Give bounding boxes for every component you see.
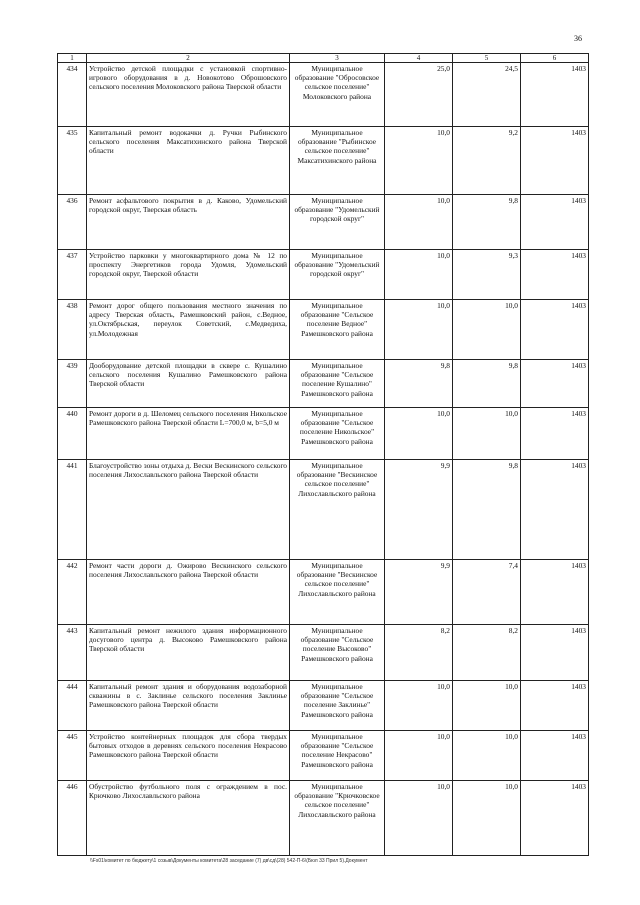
value-col4-cell: 10,0 — [385, 781, 453, 856]
municipality-cell: Муниципальное образование "Обросовское сельское поселение" Молоковского района — [290, 63, 385, 127]
table-row — [58, 781, 589, 856]
code-col6-cell: 1403 — [521, 127, 589, 195]
municipality-cell: Муниципальное образование "Вескинское сельское поселение" Лихославльского района — [290, 460, 385, 560]
table-row — [58, 460, 589, 560]
value-col4-cell: 10,0 — [385, 408, 453, 460]
value-col5-cell: 10,0 — [453, 681, 521, 731]
municipality-cell: Муниципальное образование "Вескинское сельское поселение" Лихославльского района — [290, 560, 385, 625]
table-row — [58, 195, 589, 250]
row-number-cell: 436 — [58, 195, 87, 250]
code-col6-cell: 1403 — [521, 63, 589, 127]
project-name-cell: Обустройство футбольного поля с ограждением в пос. Крючково Лихославльского района — [87, 781, 290, 856]
value-col5-cell: 24,5 — [453, 63, 521, 127]
project-name-cell: Устройство детской площадки с установкой спортивно-игрового оборудования в д. Новокотово Оброшовского сельского поселения Молоковского района Тверской области — [87, 63, 290, 127]
code-col6-cell: 1403 — [521, 360, 589, 408]
table-row — [58, 625, 589, 681]
code-col6-cell: 1403 — [521, 681, 589, 731]
value-col5-cell: 10,0 — [453, 781, 521, 856]
value-col4-cell: 8,2 — [385, 625, 453, 681]
row-number-cell: 435 — [58, 127, 87, 195]
table-row — [58, 560, 589, 625]
value-col5-cell: 9,8 — [453, 195, 521, 250]
value-col4-cell: 9,9 — [385, 560, 453, 625]
value-col5-cell: 9,2 — [453, 127, 521, 195]
code-col6-cell: 1403 — [521, 625, 589, 681]
table-header-row — [58, 54, 589, 63]
row-number-cell: 438 — [58, 300, 87, 360]
column-header: 4 — [385, 54, 453, 63]
project-name-cell: Ремонт части дороги д. Ожирово Вескинского сельского поселения Лихославльского района Тверской области — [87, 560, 290, 625]
value-col4-cell: 9,9 — [385, 460, 453, 560]
municipality-cell: Муниципальное образование "Крючковское сельское поселение" Лихославльского района — [290, 781, 385, 856]
table-row — [58, 300, 589, 360]
row-number-cell: 443 — [58, 625, 87, 681]
municipality-cell: Муниципальное образование "Удомельский городской округ" — [290, 195, 385, 250]
column-header: 1 — [58, 54, 87, 63]
value-col5-cell: 10,0 — [453, 731, 521, 781]
project-name-cell: Ремонт асфальтового покрытия в д. Каково, Удомельский городской округ, Тверская область — [87, 195, 290, 250]
value-col5-cell: 7,4 — [453, 560, 521, 625]
project-name-cell: Благоустройство зоны отдыха д. Вески Вескинского сельского поселения Лихославльского района Тверской области — [87, 460, 290, 560]
table-row — [58, 681, 589, 731]
value-col4-cell: 10,0 — [385, 127, 453, 195]
code-col6-cell: 1403 — [521, 731, 589, 781]
registry-table — [57, 53, 589, 856]
value-col4-cell: 10,0 — [385, 195, 453, 250]
table-row — [58, 127, 589, 195]
row-number-cell: 440 — [58, 408, 87, 460]
value-col5-cell: 10,0 — [453, 300, 521, 360]
row-number-cell: 439 — [58, 360, 87, 408]
municipality-cell: Муниципальное образование "Сельское поселение Кушалино" Рамешковского района — [290, 360, 385, 408]
page-number: 36 — [574, 34, 582, 43]
row-number-cell: 446 — [58, 781, 87, 856]
column-header: 6 — [521, 54, 589, 63]
municipality-cell: Муниципальное образование "Сельское поселение Никольское" Рамешковского района — [290, 408, 385, 460]
value-col4-cell: 9,8 — [385, 360, 453, 408]
project-name-cell: Капитальный ремонт водокачки д. Ручки Рыбинского сельского поселения Максатихинского района Тверской области — [87, 127, 290, 195]
code-col6-cell: 1403 — [521, 250, 589, 300]
row-number-cell: 437 — [58, 250, 87, 300]
code-col6-cell: 1403 — [521, 408, 589, 460]
row-number-cell: 442 — [58, 560, 87, 625]
value-col4-cell: 10,0 — [385, 250, 453, 300]
project-name-cell: Дооборудование детской площадки в сквере с. Кушалино сельского поселения Кушалино Рамешковского района Тверской области — [87, 360, 290, 408]
row-number-cell: 444 — [58, 681, 87, 731]
value-col4-cell: 10,0 — [385, 300, 453, 360]
project-name-cell: Ремонт дорог общего пользования местного значения по адресу Тверская область, Рамешковский район, с.Ведное, ул.Октябрьская, переулок Советский, с.Медведиха, ул.Молодежная — [87, 300, 290, 360]
municipality-cell: Муниципальное образование "Рыбинское сельское поселение" Максатихинского района — [290, 127, 385, 195]
value-col5-cell: 9,8 — [453, 360, 521, 408]
municipality-cell: Муниципальное образование "Сельское поселение Высоково" Рамешковского района — [290, 625, 385, 681]
row-number-cell: 441 — [58, 460, 87, 560]
table-row — [58, 731, 589, 781]
project-name-cell: Капитальный ремонт нежилого здания информационного досугового центра д. Высоково Рамешковского района Тверской области — [87, 625, 290, 681]
value-col4-cell: 25,0 — [385, 63, 453, 127]
project-name-cell: Устройство парковки у многоквартирного дома № 12 по проспекту Энергетиков города Удомля, Удомельский городской округ, Тверской области — [87, 250, 290, 300]
value-col5-cell: 9,3 — [453, 250, 521, 300]
municipality-cell: Муниципальное образование "Удомельский городской округ" — [290, 250, 385, 300]
municipality-cell: Муниципальное образование "Сельское поселение Ведное" Рамешковского района — [290, 300, 385, 360]
row-number-cell: 434 — [58, 63, 87, 127]
value-col5-cell: 10,0 — [453, 408, 521, 460]
value-col5-cell: 8,2 — [453, 625, 521, 681]
project-name-cell: Устройство контейнерных площадок для сбора твердых бытовых отходов в деревнях сельского поселения Некрасово Рамешковского района Тверской области — [87, 731, 290, 781]
code-col6-cell: 1403 — [521, 560, 589, 625]
code-col6-cell: 1403 — [521, 781, 589, 856]
table-row — [58, 63, 589, 127]
footer-file-path: \\Fs01\комитет по бюджету\1 созыв\Документы комитета\28 заседание (7) дв\сд\(28) 542-П-6\(Бюл 33 Прил 5).Документ — [90, 858, 368, 864]
code-col6-cell: 1403 — [521, 460, 589, 560]
table-row — [58, 360, 589, 408]
municipality-cell: Муниципальное образование "Сельское поселение Заклинье" Рамешковского района — [290, 681, 385, 731]
code-col6-cell: 1403 — [521, 195, 589, 250]
column-header: 2 — [87, 54, 290, 63]
value-col4-cell: 10,0 — [385, 681, 453, 731]
column-header: 5 — [453, 54, 521, 63]
project-name-cell: Капитальный ремонт здания и оборудования водозаборной скважины в с. Заклинье сельского поселения Заклинье Рамешковского района Тверской области — [87, 681, 290, 731]
value-col4-cell: 10,0 — [385, 731, 453, 781]
code-col6-cell: 1403 — [521, 300, 589, 360]
column-header: 3 — [290, 54, 385, 63]
project-name-cell: Ремонт дороги в д. Шеломец сельского поселения Никольское Рамешковского района Тверской области L=700,0 м, b=5,0 м — [87, 408, 290, 460]
row-number-cell: 445 — [58, 731, 87, 781]
table-row — [58, 250, 589, 300]
value-col5-cell: 9,8 — [453, 460, 521, 560]
table-row — [58, 408, 589, 460]
municipality-cell: Муниципальное образование "Сельское поселение Некрасово" Рамешковского района — [290, 731, 385, 781]
